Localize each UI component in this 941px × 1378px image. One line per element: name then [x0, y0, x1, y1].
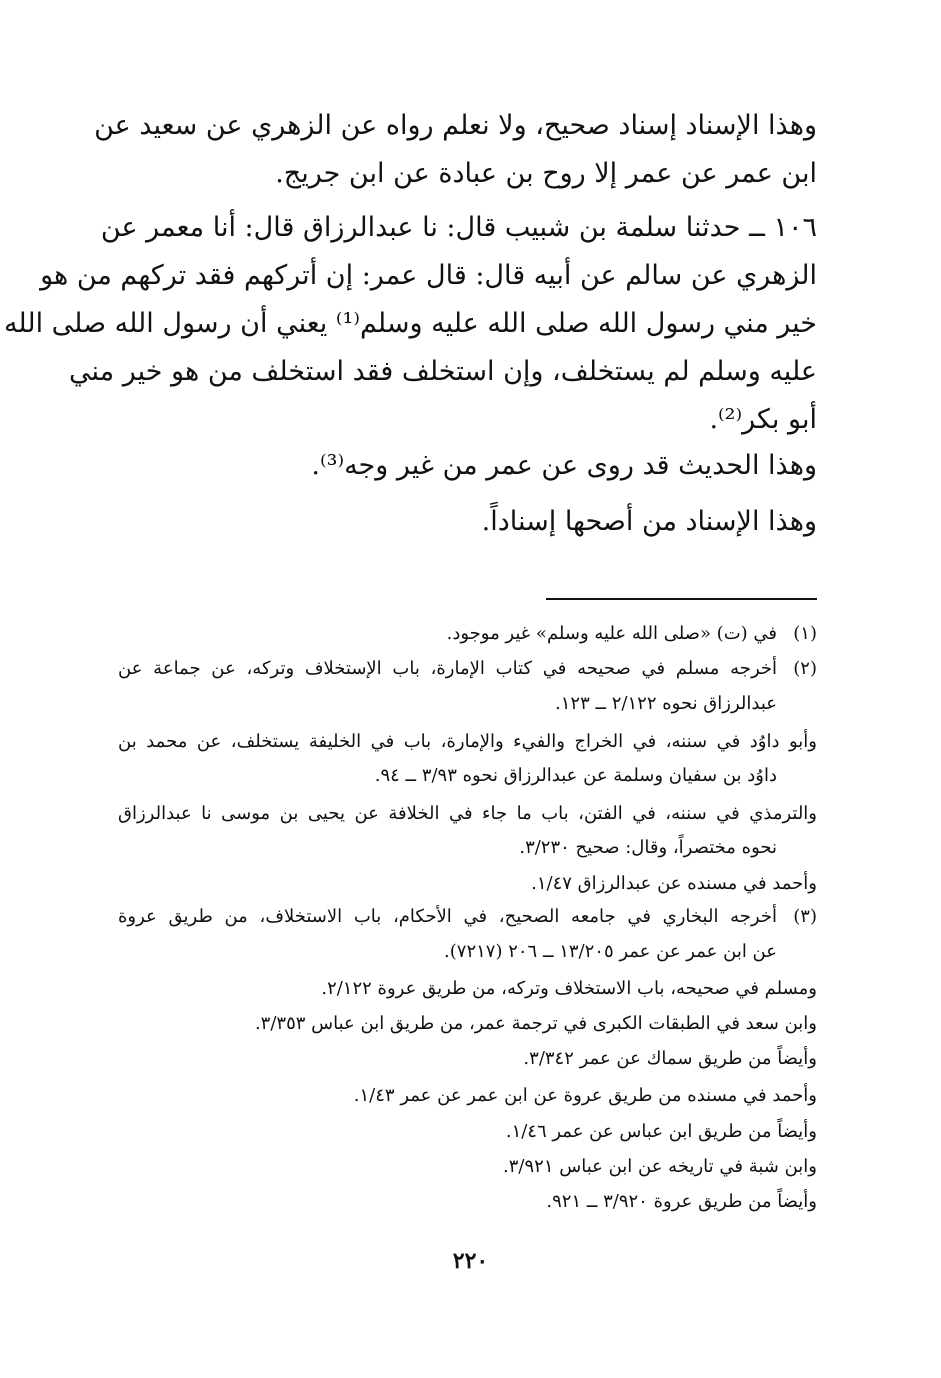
footnote-2-line-6: نحوه مختصراً، وقال: صحيح ٣/٢٣٠.	[519, 837, 777, 858]
body-comment-line-2: وهذا الإسناد من أصحها إسناداً.	[481, 506, 817, 537]
footnote-2-line-4: داوُد بن سفيان وسلمة عن عبدالرزاق نحوه ٣/٩٣ ــ ٩٤.	[374, 765, 777, 786]
footnote-2-line-7: وأحمد في مسنده عن عبدالرزاق ١/٤٧.	[531, 873, 817, 894]
footnote-3-line-4: وابن سعد في الطبقات الكبرى في ترجمة عمر، من طريق ابن عباس ٣/٣٥٣.	[254, 1013, 817, 1034]
footnote-1-line-1: في (ت) «صلى الله عليه وسلم» غير موجود.	[446, 623, 777, 644]
hadith-106-line-2: الزهري عن سالم عن أبيه قال: قال عمر: إن أتركهم فقد تركهم من هو	[40, 260, 817, 291]
body-line-1: وهذا الإسناد إسناد صحيح، ولا نعلم رواه عن الزهري عن سعيد عن	[94, 110, 817, 141]
footnote-3-line-3: ومسلم في صحيحه، باب الاستخلاف وتركه، من طريق عروة ٢/١٢٢.	[321, 978, 817, 999]
footnote-mark-2: (٢)	[793, 658, 817, 679]
footnote-3-line-9: وأيضاً من طريق عروة ٣/٩٢٠ ــ ٩٢١.	[546, 1191, 817, 1212]
footnote-3-line-5: وأيضاً من طريق سماك عن عمر ٣/٣٤٢.	[523, 1048, 817, 1069]
footnote-3-line-7: وأيضاً من طريق ابن عباس عن عمر ١/٤٦.	[505, 1121, 817, 1142]
footnote-separator	[546, 598, 817, 600]
footnote-mark-3: (٣)	[793, 906, 817, 927]
hadith-106-line-5: أبو بكر⁽²⁾.	[709, 404, 817, 435]
footnote-3-line-1: أخرجه البخاري في جامعه الصحيح، في الأحكام، باب الاستخلاف، من طريق عروة	[118, 906, 777, 927]
footnote-2-line-1: أخرجه مسلم في صحيحه في كتاب الإمارة، باب الإستخلاف وتركه، عن جماعة عن	[118, 658, 777, 679]
page-number: ٢٢٠	[452, 1248, 489, 1274]
footnote-3-line-8: وابن شبة في تاريخه عن ابن عباس ٣/٩٢١.	[503, 1156, 817, 1177]
body-comment-line-1: وهذا الحديث قد روى عن عمر من غير وجه⁽³⁾.	[311, 450, 817, 481]
footnote-mark-1: (١)	[793, 623, 817, 644]
hadith-106-line-4: عليه وسلم لم يستخلف، وإن استخلف فقد استخلف من هو خير مني	[69, 356, 817, 387]
footnote-3-line-2: عن ابن عمر عن عمر ١٣/٢٠٥ ــ ٢٠٦ (٧٢١٧).	[444, 941, 777, 962]
footnote-2-line-2: عبدالرزاق نحوه ٢/١٢٢ ــ ١٢٣.	[555, 693, 777, 714]
body-line-2: ابن عمر عن عمر إلا روح بن عبادة عن ابن جريج.	[275, 158, 817, 189]
hadith-106-line-1: ١٠٦ ــ حدثنا سلمة بن شبيب قال: نا عبدالرزاق قال: أنا معمر عن	[100, 212, 817, 243]
footnote-3-line-6: وأحمد في مسنده من طريق عروة عن ابن عمر عن عمر ١/٤٣.	[353, 1085, 817, 1106]
hadith-106-line-3: خير مني رسول الله صلى الله عليه وسلم⁽¹⁾ يعني أن رسول الله صلى الله	[3, 308, 817, 339]
footnote-2-line-5: والترمذي في سننه، في الفتن، باب ما جاء في الخلافة عن يحيى بن موسى نا عبدالرزاق	[118, 803, 817, 824]
footnote-2-line-3: وأبو داوُد في سننه، في الخراج والفيء والإمارة، باب في الخليفة يستخلف، عن محمد بن	[118, 731, 817, 752]
